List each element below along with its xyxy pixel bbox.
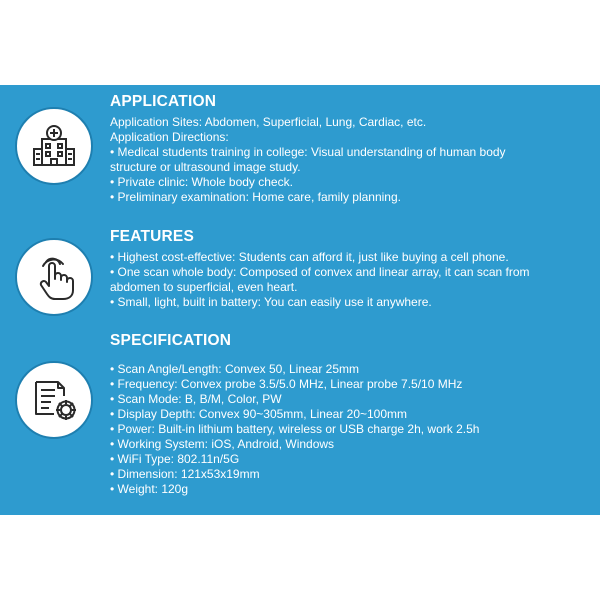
specification-line: • Scan Angle/Length: Convex 50, Linear 25mm xyxy=(110,362,360,376)
application-line: Application Directions: xyxy=(110,130,229,144)
features-heading: FEATURES xyxy=(110,228,194,245)
specification-line: • Frequency: Convex probe 3.5/5.0 MHz, Linear probe 7.5/10 MHz xyxy=(110,377,463,391)
application-line: • Medical students training in college: Visual understanding of human body xyxy=(110,145,506,159)
features-line: • Small, light, built in battery: You can easily use it anywhere. xyxy=(110,295,432,309)
specification-line: • Display Depth: Convex 90~305mm, Linear 20~100mm xyxy=(110,407,408,421)
specification-line: • Power: Built-in lithium battery, wireless or USB charge 2h, work 2.5h xyxy=(110,422,480,436)
application-section xyxy=(110,93,588,205)
specification-line: • Working System: iOS, Android, Windows xyxy=(110,437,335,451)
features-line: • Highest cost-effective: Students can afford it, just like buying a cell phone. xyxy=(110,250,509,264)
specification-line: • Dimension: 121x53x19mm xyxy=(110,467,260,481)
specification-heading: SPECIFICATION xyxy=(110,332,232,349)
application-heading: APPLICATION xyxy=(110,93,217,110)
application-line: • Preliminary examination: Home care, family planning. xyxy=(110,190,401,204)
hospital-icon xyxy=(15,107,93,185)
specification-line: • Weight: 120g xyxy=(110,482,189,496)
document-gear-icon xyxy=(15,361,93,439)
info-panel xyxy=(0,85,600,515)
features-section xyxy=(110,228,588,310)
hand-pointer-icon xyxy=(15,238,93,316)
specification-line: • WiFi Type: 802.11n/5G xyxy=(110,452,240,466)
features-line: • One scan whole body: Composed of convex and linear array, it can scan from xyxy=(110,265,530,279)
specification-line: • Scan Mode: B, B/M, Color, PW xyxy=(110,392,282,406)
features-line: abdomen to superficial, even heart. xyxy=(110,280,298,294)
application-line: Application Sites: Abdomen, Superficial, Lung, Cardiac, etc. xyxy=(110,115,427,129)
application-line: • Private clinic: Whole body check. xyxy=(110,175,293,189)
specification-section xyxy=(110,332,588,497)
application-line: structure or ultrasound image study. xyxy=(110,160,301,174)
